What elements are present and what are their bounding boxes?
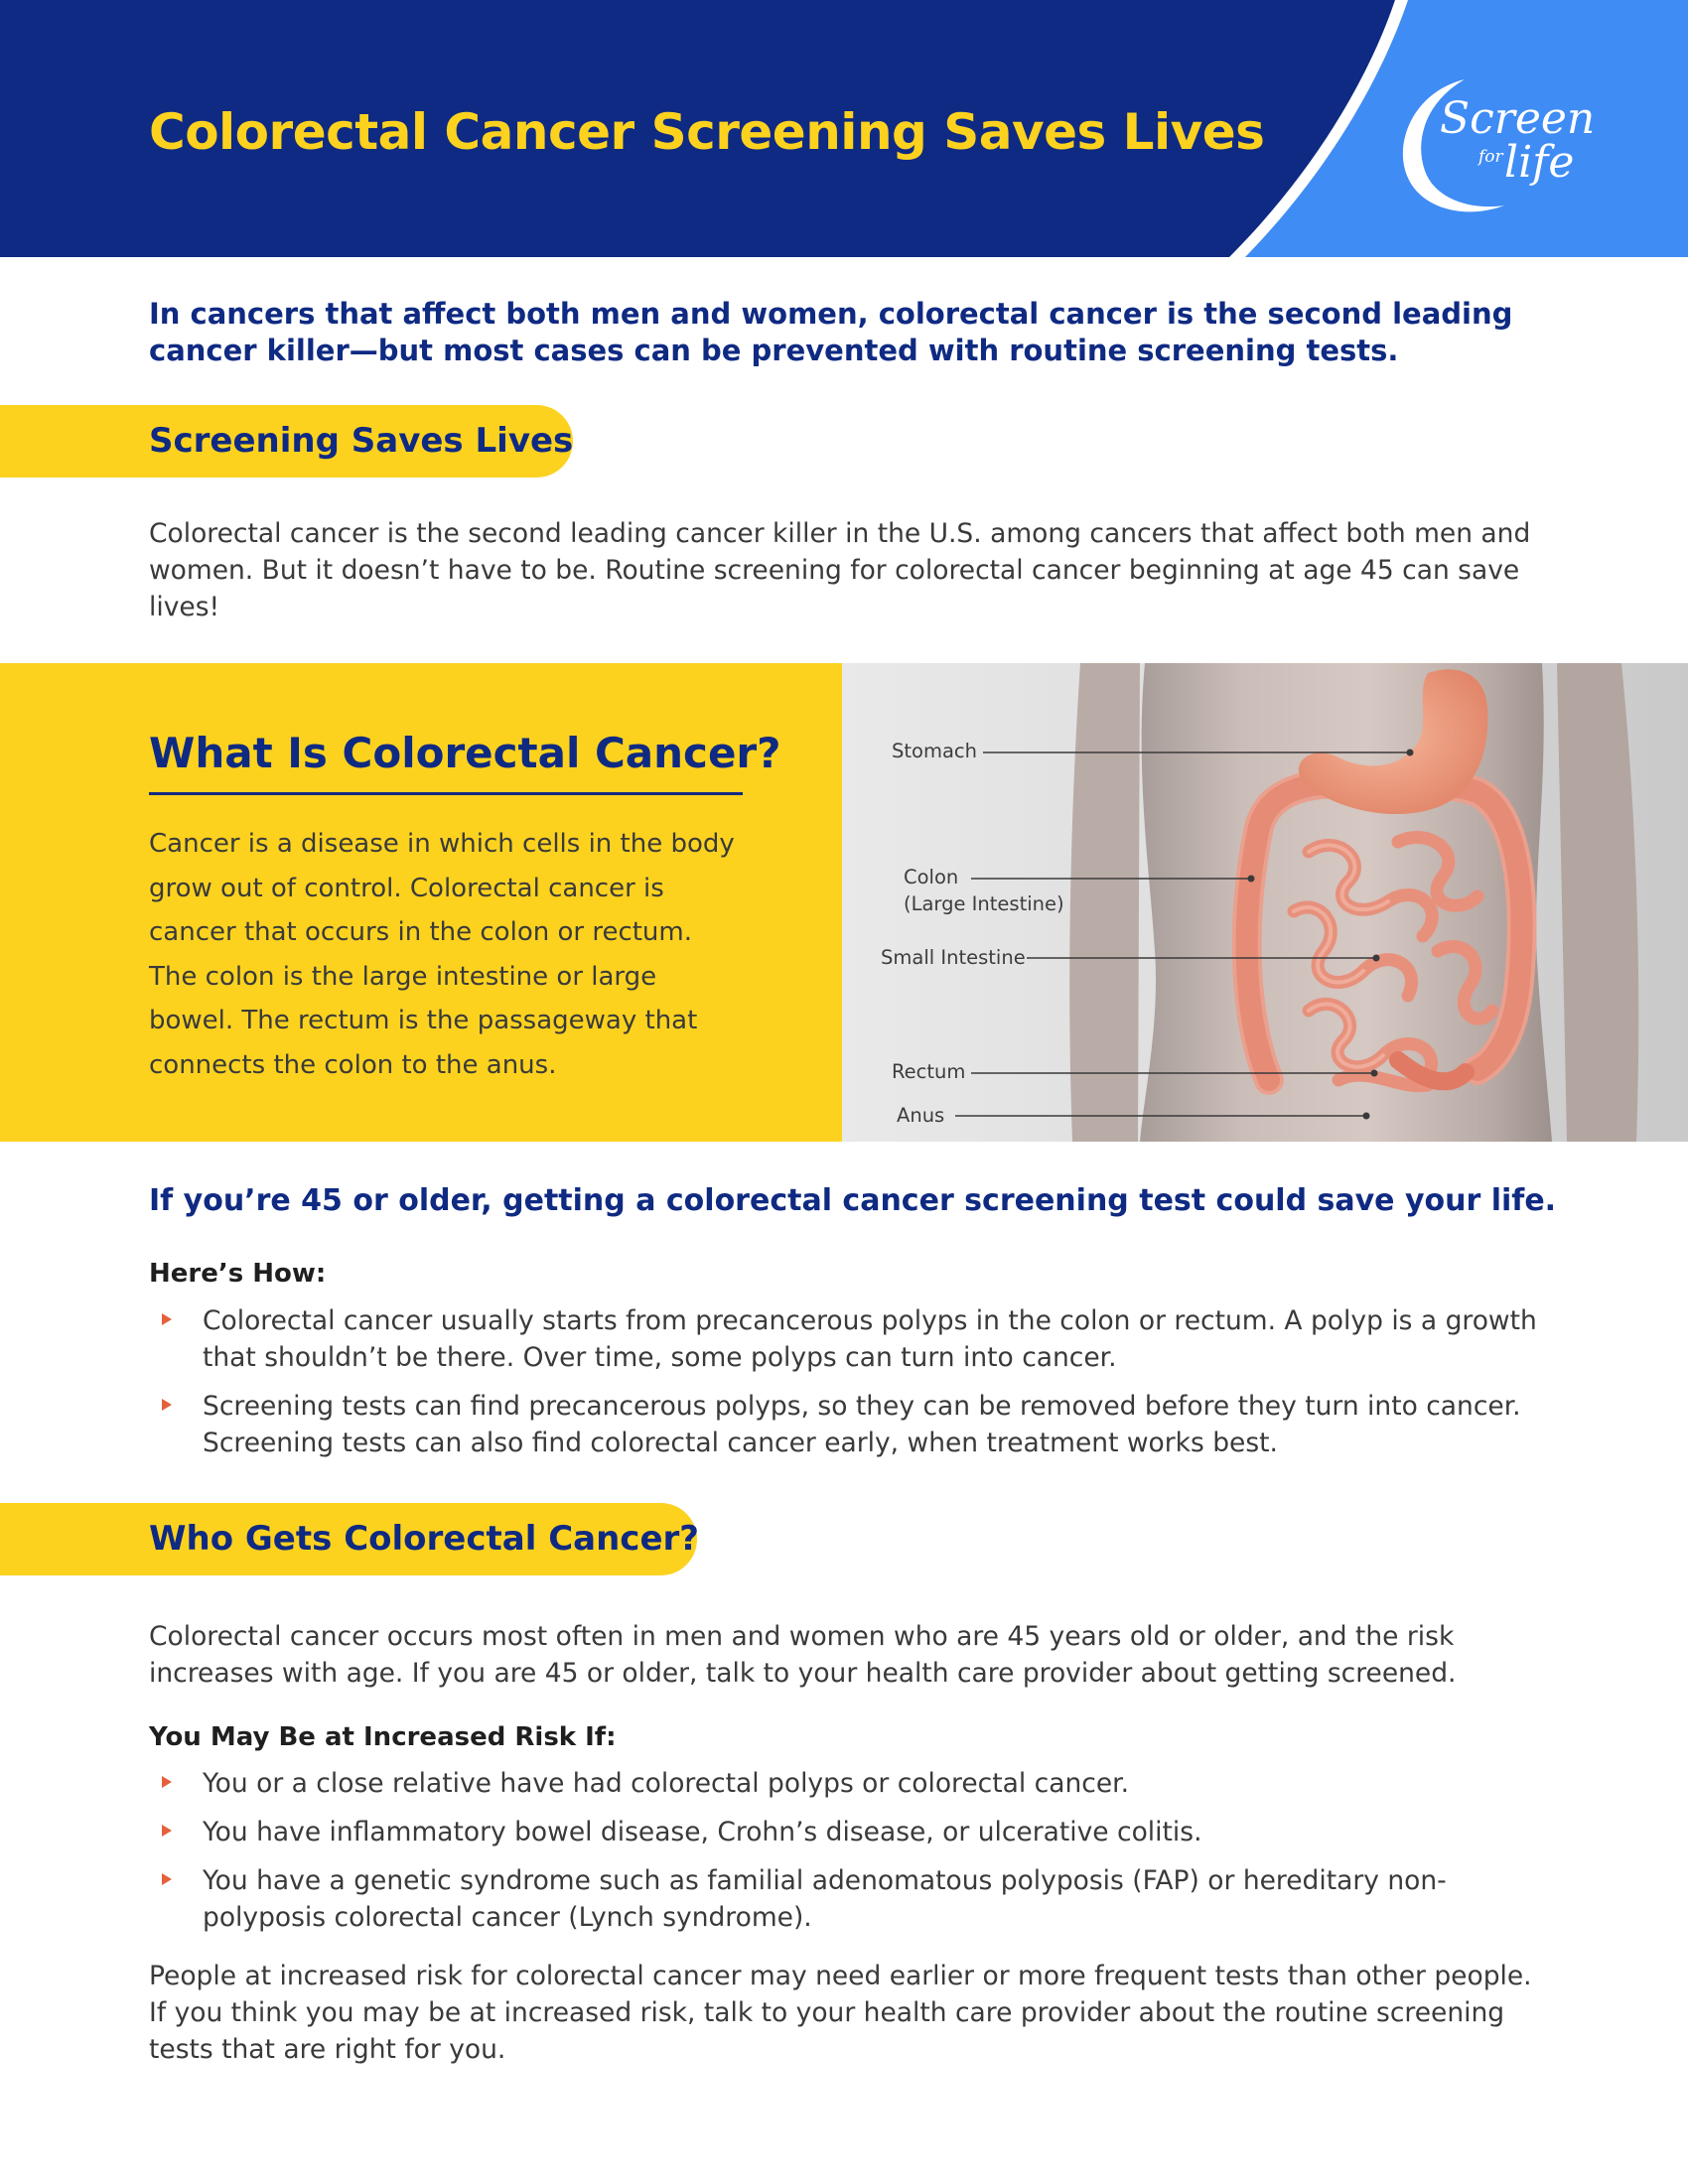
risk-list [149,1765,1539,1948]
screening-paragraph: Colorectal cancer is the second leading cancer killer in the U.S. among cancers that affect both men and women. But it doesn’t have to be. Routine screening for colorectal cancer beginning at age 45 can save lives! [149,518,1531,622]
list-item-text: Screening tests can find precancerous polyps, so they can be removed before they turn into cancer. Screening tests can also find colorectal cancer early, when treatment works best. [203,1391,1521,1458]
what-is-heading: What Is Colorectal Cancer? [149,729,781,777]
age-callout: If you’re 45 or older, getting a colorectal cancer screening test could save your life. [149,1183,1557,1218]
bullet-arrow-icon [162,1313,172,1325]
section-heading-who: Who Gets Colorectal Cancer? [149,1519,699,1559]
what-is-panel [0,663,842,1142]
bullet-arrow-icon [162,1776,172,1788]
list-item [149,1765,1539,1802]
heading-underline [149,792,743,795]
list-item-text: You have inflammatory bowel disease, Crohn’s disease, or ulcerative colitis. [203,1817,1202,1847]
label-stomach: Stomach [892,740,977,762]
how-heading: Here’s How: [149,1259,327,1289]
label-colon-sub: (Large Intestine) [904,892,1064,915]
page-header [0,0,1688,257]
screen-for-life-logo [1395,71,1594,220]
list-item [149,1302,1539,1376]
section-heading-pill [0,1503,697,1575]
logo-word-life: life [1504,137,1575,188]
section-heading-screening: Screening Saves Lives [149,421,574,461]
list-item-text: You or a close relative have had colorectal polyps or colorectal cancer. [203,1768,1130,1799]
how-list [149,1302,1539,1473]
bullet-arrow-icon [162,1399,172,1411]
closing-paragraph: People at increased risk for colorectal cancer may need earlier or more frequent tests than other people. If you think you may be at increased risk, talk to your health care provider about the routine screening tests that are right for you. [149,1961,1532,2065]
logo-word-for: for [1478,147,1503,167]
bullet-arrow-icon [162,1825,172,1837]
risk-heading: You May Be at Increased Risk If: [149,1722,617,1752]
what-is-paragraph: Cancer is a disease in which cells in the body grow out of control. Colorectal cancer is cancer that occurs in the colon or rectum. The colon is the large intestine or large bowel. The rectum is the passageway that connects the colon to the anus. [149,829,735,1080]
page-title: Colorectal Cancer Screening Saves Lives [149,103,1265,161]
label-anus: Anus [897,1104,945,1127]
list-item [149,1862,1539,1936]
label-colon: Colon [904,866,959,888]
anatomy-illustration [842,663,1688,1142]
list-item-text: You have a genetic syndrome such as familial adenomatous polyposis (FAP) or hereditary non-polyposis colorectal cancer (Lynch syndrome). [203,1865,1447,1933]
list-item [149,1814,1539,1850]
label-rectum: Rectum [892,1060,966,1083]
label-small-intestine: Small Intestine [881,946,1026,969]
list-item [149,1388,1539,1461]
section-heading-pill [0,405,573,478]
list-item-text: Colorectal cancer usually starts from precancerous polyps in the colon or rectum. A polyp is a growth that shouldn’t be there. Over time, some polyps can turn into cancer. [203,1305,1537,1373]
who-paragraph: Colorectal cancer occurs most often in men and women who are 45 years old or older, and the risk increases with age. If you are 45 or older, talk to your health care provider about getting screened. [149,1621,1457,1689]
bullet-arrow-icon [162,1873,172,1885]
intro-statement: In cancers that affect both men and women, colorectal cancer is the second leading cancer killer—but most cases can be prevented with routine screening tests. [149,297,1513,367]
logo-word-screen: Screen [1440,93,1596,144]
